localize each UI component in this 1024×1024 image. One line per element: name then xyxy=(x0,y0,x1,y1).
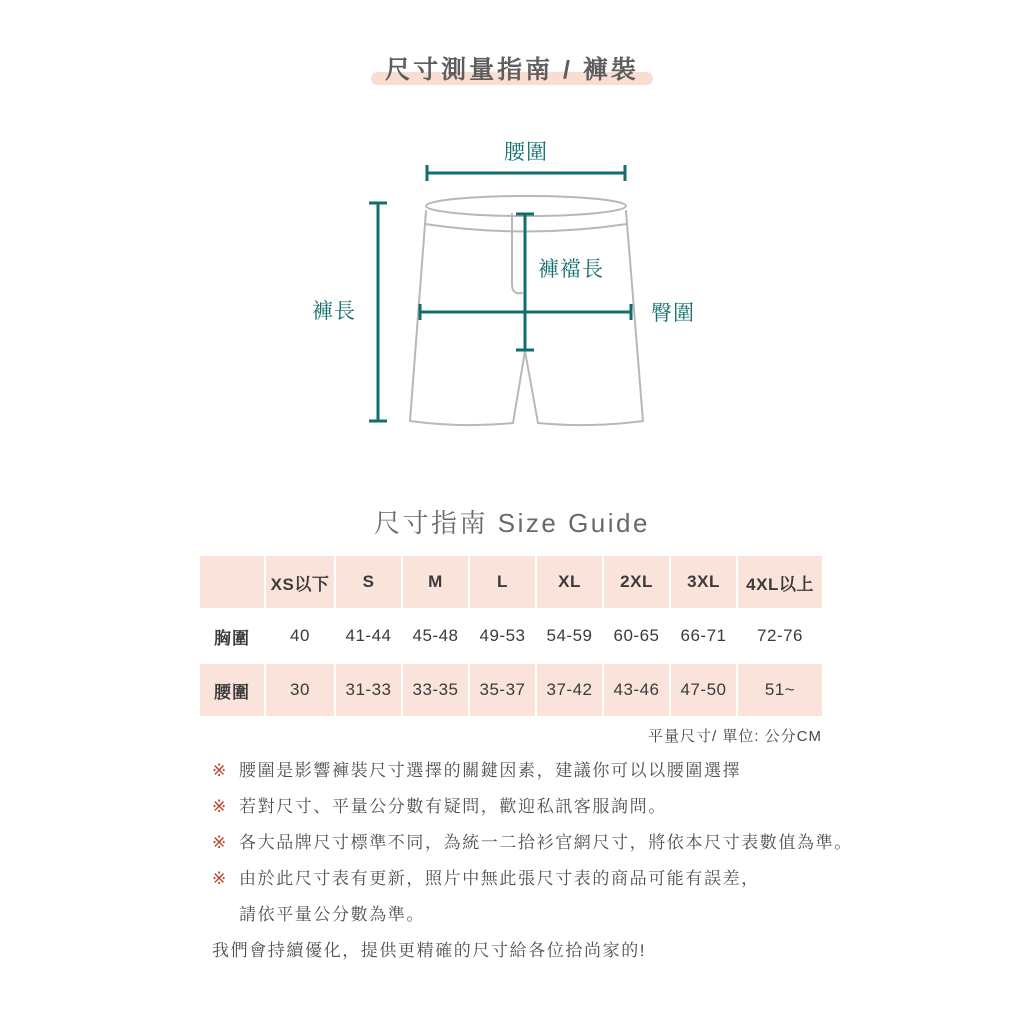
table-cell: 40 xyxy=(266,610,334,662)
reference-mark: ※ xyxy=(212,869,228,888)
column-header-3xl: 3XL xyxy=(671,556,736,608)
note-footer xyxy=(212,933,852,969)
reference-mark: ※ xyxy=(212,833,228,852)
note-item xyxy=(212,825,852,861)
table-cell: 30 xyxy=(266,664,334,716)
table-cell: 37-42 xyxy=(537,664,602,716)
note-text: 腰圍是影響褲裝尺寸選擇的關鍵因素，建議你可以以腰圍選擇 xyxy=(239,761,742,780)
table-cell: 60-65 xyxy=(604,610,669,662)
hip-label: 臀圍 xyxy=(651,302,695,325)
size-guide-heading: 尺寸指南 Size Guide xyxy=(374,508,650,538)
reference-mark: ※ xyxy=(212,761,228,780)
measurement-unit-note: 平量尺寸/ 單位: 公分CM xyxy=(648,728,822,745)
table-cell: 43-46 xyxy=(604,664,669,716)
column-header-s: S xyxy=(336,556,401,608)
page-title: 尺寸測量指南 / 褲裝 xyxy=(385,56,639,84)
waist-measure-line xyxy=(427,165,625,181)
row-label-chest: 胸圍 xyxy=(200,610,264,662)
table-cell: 31-33 xyxy=(336,664,401,716)
column-header-empty xyxy=(200,556,264,608)
table-cell: 41-44 xyxy=(336,610,401,662)
column-header-4xl: 4XL以上 xyxy=(738,556,822,608)
table-cell: 72-76 xyxy=(738,610,822,662)
note-item-continuation xyxy=(212,897,852,933)
row-label-waist: 腰圍 xyxy=(200,664,264,716)
size-table xyxy=(200,556,822,716)
table-cell: 51~ xyxy=(738,664,822,716)
note-text: 若對尺寸、平量公分數有疑問，歡迎私訊客服詢問。 xyxy=(239,797,667,816)
notes-section xyxy=(212,753,852,969)
note-item xyxy=(212,861,852,897)
column-header-l: L xyxy=(470,556,535,608)
note-text: 由於此尺寸表有更新，照片中無此張尺寸表的商品可能有誤差， xyxy=(239,869,760,888)
table-cell: 35-37 xyxy=(470,664,535,716)
pant-length-label: 褲長 xyxy=(312,300,356,323)
reference-mark: ※ xyxy=(212,797,228,816)
column-header-xs: XS以下 xyxy=(266,556,334,608)
pants-measurement-diagram xyxy=(290,128,730,473)
note-indent xyxy=(212,897,239,933)
waist-label: 腰圍 xyxy=(504,141,548,164)
table-cell: 49-53 xyxy=(470,610,535,662)
table-cell: 54-59 xyxy=(537,610,602,662)
page-header xyxy=(0,50,1024,86)
note-text: 我們會持續優化，提供更精確的尺寸給各位拾尚家的! xyxy=(212,941,647,960)
note-text: 各大品牌尺寸標準不同，為統一二拾衫官網尺寸，將依本尺寸表數值為準。 xyxy=(239,833,853,852)
note-item xyxy=(212,753,852,789)
table-cell: 66-71 xyxy=(671,610,736,662)
note-item xyxy=(212,789,852,825)
crotch-length-label: 褲襠長 xyxy=(538,258,604,281)
table-cell: 47-50 xyxy=(671,664,736,716)
crotch-length-measure-line xyxy=(516,214,534,350)
column-header-xl: XL xyxy=(537,556,602,608)
column-header-m: M xyxy=(403,556,468,608)
note-text: 請依平量公分數為準。 xyxy=(239,905,425,924)
table-cell: 33-35 xyxy=(403,664,468,716)
pant-length-measure-line xyxy=(369,203,387,421)
column-header-2xl: 2XL xyxy=(604,556,669,608)
table-cell: 45-48 xyxy=(403,610,468,662)
